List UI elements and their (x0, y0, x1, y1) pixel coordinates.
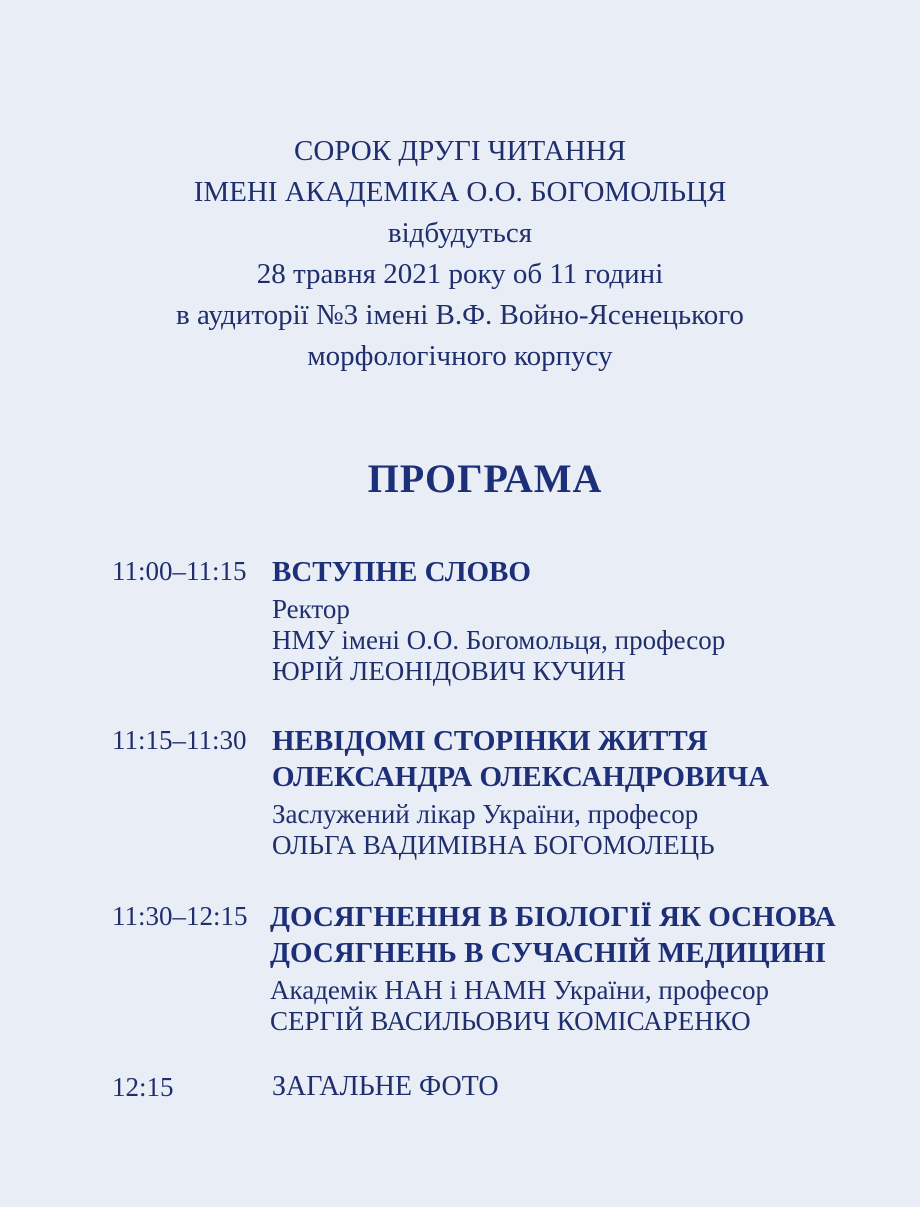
item-content (272, 1070, 882, 1104)
speaker-line: Академік НАН і НАМН України, професор (270, 975, 769, 1005)
announcement-line: ІМЕНІ АКАДЕМІКА О.О. БОГОМОЛЬЦЯ (193, 176, 727, 208)
item-title: ДОСЯГНЕНЬ В СУЧАСНІЙ МЕДИЦИНІ (270, 937, 827, 969)
speaker-name: СЕРГІЙ ВАСИЛЬОВИЧ КОМІСАРЕНКО (270, 1006, 751, 1036)
item-time: 12:15 (112, 1072, 174, 1102)
speaker-line: НМУ імені О.О. Богомольця, професор (272, 625, 726, 655)
item-speaker (272, 594, 882, 687)
item-title: ДОСЯГНЕННЯ В БІОЛОГІЇ ЯК ОСНОВА (270, 901, 836, 933)
item-content (272, 554, 882, 687)
item-content (270, 899, 880, 1037)
announcement-line: 28 травня 2021 року об 11 годині (256, 258, 664, 290)
event-announcement (0, 131, 920, 377)
item-title: НЕВІДОМІ СТОРІНКИ ЖИТТЯ (272, 725, 708, 757)
announcement-line: СОРОК ДРУГІ ЧИТАННЯ (294, 135, 626, 167)
item-speaker (272, 799, 882, 861)
item-time: 11:00–11:15 (112, 556, 247, 586)
item-time: 11:30–12:15 (112, 901, 248, 931)
item-title: ОЛЕКСАНДРА ОЛЕКСАНДРОВИЧА (272, 761, 770, 793)
item-time: 11:15–11:30 (112, 725, 247, 755)
speaker-name: ЮРІЙ ЛЕОНІДОВИЧ КУЧИН (272, 656, 626, 686)
item-title: ЗАГАЛЬНЕ ФОТО (272, 1071, 499, 1102)
item-speaker (270, 975, 880, 1037)
item-content (272, 723, 882, 861)
program-title: ПРОГРАМА (367, 456, 603, 501)
announcement-line: відбудуться (387, 217, 533, 249)
speaker-line: Заслужений лікар України, професор (272, 799, 699, 829)
speaker-name: ОЛЬГА ВАДИМІВНА БОГОМОЛЕЦЬ (272, 830, 715, 860)
announcement-line: морфологічного корпусу (307, 340, 613, 372)
speaker-line: Ректор (272, 594, 350, 624)
item-title: ВСТУПНЕ СЛОВО (272, 556, 531, 588)
announcement-line: в аудиторії №3 імені В.Ф. Войно-Ясенецького (176, 299, 744, 331)
